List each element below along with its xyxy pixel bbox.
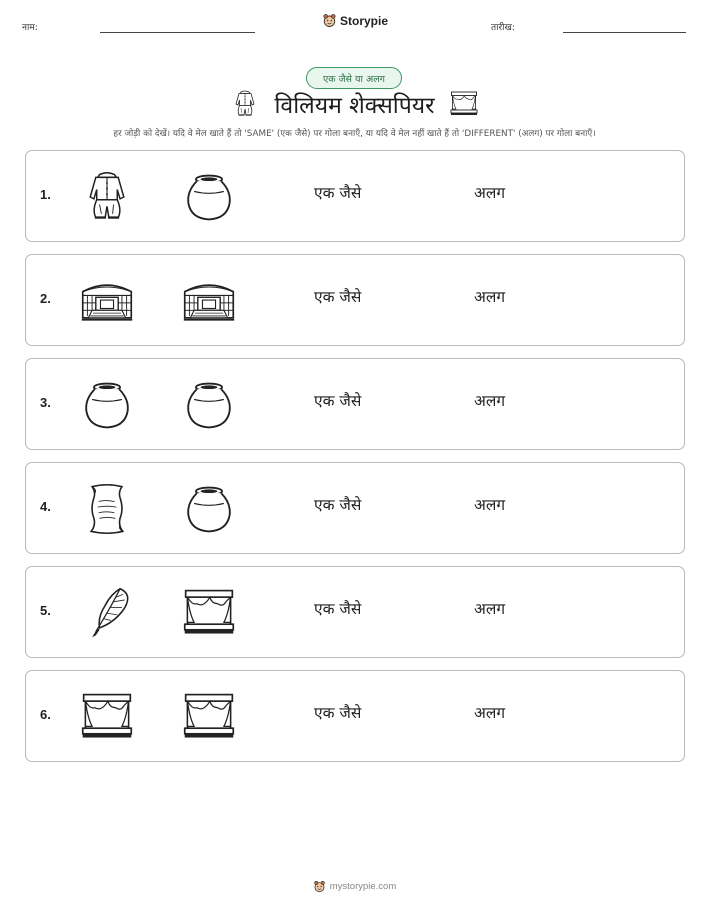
question-number: 3.: [40, 395, 51, 410]
footer-site: mystorypie.com: [329, 881, 397, 892]
date-field-line[interactable]: [563, 32, 686, 33]
question-card: [25, 462, 685, 554]
question-card: [25, 254, 685, 346]
title-row: [0, 88, 709, 120]
worksheet-type-tag: एक जैसे या अलग: [306, 67, 402, 89]
question-card: [25, 566, 685, 658]
question-card: [25, 358, 685, 450]
page-title: विलियम शेक्सपियर: [274, 93, 435, 119]
same-option[interactable]: एक जैसे: [314, 288, 362, 306]
different-option[interactable]: अलग: [474, 496, 506, 514]
stage-curtain-icon: [78, 689, 136, 745]
different-option[interactable]: अलग: [474, 288, 506, 306]
different-option[interactable]: अलग: [474, 600, 506, 618]
question-card: [25, 670, 685, 762]
clay-pot-icon: [78, 377, 136, 433]
same-option[interactable]: एक जैसे: [314, 704, 362, 722]
question-number: 6.: [40, 707, 51, 722]
stage-curtain-icon: [180, 585, 238, 641]
same-option[interactable]: एक जैसे: [314, 600, 362, 618]
quill-feather-icon: [78, 585, 136, 641]
brand-logo: [322, 13, 388, 28]
question-number: 4.: [40, 499, 51, 514]
clay-pot-icon: [180, 481, 238, 537]
clay-pot-icon: [180, 169, 238, 225]
name-field-line[interactable]: [100, 32, 255, 33]
storypie-mascot-icon: [322, 13, 337, 28]
same-option[interactable]: एक जैसे: [314, 184, 362, 202]
storypie-mascot-icon: [313, 880, 326, 893]
date-label: तारीख:: [491, 23, 515, 33]
stage-curtain-icon: [180, 689, 238, 745]
name-label: नाम:: [22, 23, 38, 33]
doublet-costume-icon: [230, 89, 260, 119]
question-number: 1.: [40, 187, 51, 202]
question-number: 2.: [40, 291, 51, 306]
same-option[interactable]: एक जैसे: [314, 392, 362, 410]
stage-curtain-icon: [449, 89, 479, 119]
different-option[interactable]: अलग: [474, 704, 506, 722]
globe-theatre-icon: [180, 273, 238, 329]
footer: [0, 880, 709, 893]
same-option[interactable]: एक जैसे: [314, 496, 362, 514]
question-number: 5.: [40, 603, 51, 618]
brand-name: Storypie: [340, 13, 389, 28]
different-option[interactable]: अलग: [474, 184, 506, 202]
globe-theatre-icon: [78, 273, 136, 329]
clay-pot-icon: [180, 377, 238, 433]
instructions: हर जोड़ी को देखें। यदि वे मेल खाते हैं तो 'SAME' (एक जैसे) पर गोला बनाएँ, या यदि वे मेल नहीं खाते हैं तो 'DIFFERENT' (अलग) पर गोला बनाएँ।: [113, 129, 596, 139]
scroll-icon: [78, 481, 136, 537]
different-option[interactable]: अलग: [474, 392, 506, 410]
question-card: [25, 150, 685, 242]
doublet-costume-icon: [78, 169, 136, 225]
